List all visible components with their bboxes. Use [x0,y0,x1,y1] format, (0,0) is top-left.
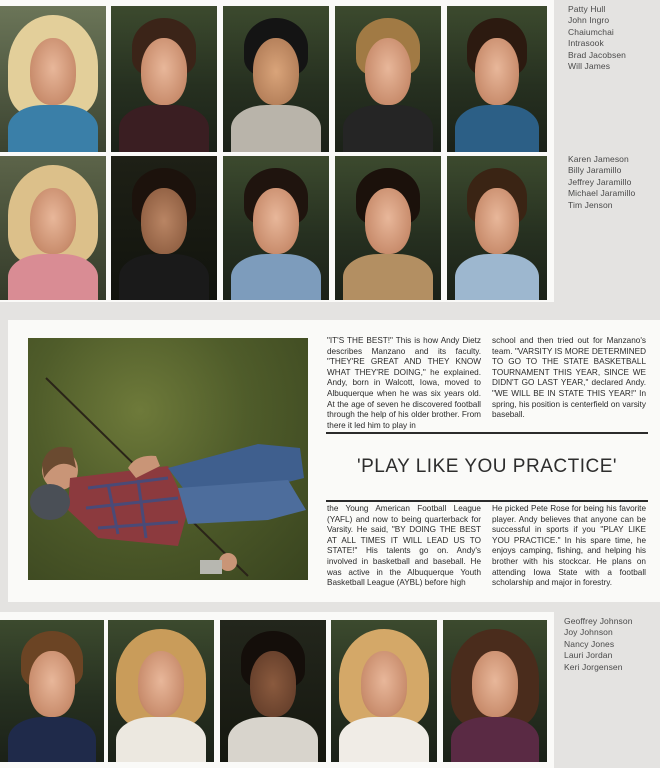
reclining-student-illustration [28,338,308,580]
name-text: Chaiumchai [568,26,614,37]
name-text: Brad Jacobsen [568,49,627,60]
article-column-1-bottom: the Young American Football League (YAFL) and now to being quarterback for Varsity. He said, "BY DOING THE BEST AT ALL TIMES IT WILL LEAD US TO STATE!" His talents go on. Andy's involved in basketball and baseball. He was active in the Albuquerque Youth Basketball League (AYBL) before high [327,504,481,588]
row2-name-list [568,154,635,211]
feature-headline: 'PLAY LIKE YOU PRACTICE' [356,456,617,477]
article-column-1-top: "IT'S THE BEST!" This is how Andy Dietz describes Manzano and its faculty. "THEY'RE GREAT AND THEY KNOW WHAT THEY'RE DOING," he explained. Andy, born in Walcott, Iowa, moved to Albuquerque when he was six years old. At the age of seven he discovered football through the help of his older brother. From there it led him to play in [327,336,481,430]
portrait-geoffrey-johnson [0,620,104,762]
headline-bottom-rule [326,500,648,502]
article-column-2-bottom: He picked Pete Rose for being his favorite player. Andy believes that anyone can be successful in sports if you "PLAY LIKE YOU PRACTICE." In his spare time, he enjoys camping, fishing, and helping his brother with his stockcar. He plans on attending Iowa State with a football scholarship and major in forestry. [492,504,646,588]
name-text: Karen Jameson [568,154,629,164]
name-text: Billy Jaramillo [568,165,622,176]
portrait-brad-jacobsen [335,6,441,152]
feature-photo-andy-dietz [28,338,308,580]
row1-name-list [568,4,626,72]
portrait-lauri-jordan [331,620,437,762]
name-text: Lauri Jordan [564,650,613,661]
headline-top-rule [326,432,648,434]
name-text: Jeffrey Jaramillo [568,176,632,187]
name-text: Michael Jaramillo [568,188,636,199]
portrait-michael-jaramillo [335,156,441,300]
portrait-keri-jorgensen [443,620,547,762]
portrait-john-ingro [111,6,217,152]
name-text: Nancy Jones [564,638,615,649]
portrait-tim-jenson [447,156,547,300]
portrait-chaiumchai-intrasook [223,6,329,152]
name-text: Geoffrey Johnson [564,616,633,626]
portrait-billy-jaramillo [111,156,217,300]
portrait-will-james [447,6,547,152]
portrait-joy-johnson [108,620,214,762]
name-text: John Ingro [568,15,610,26]
portrait-jeffrey-jaramillo [223,156,329,300]
portrait-karen-jameson [0,156,106,300]
name-text: Intrasook [568,38,604,49]
name-text: Will James [568,61,611,72]
name-text: Patty Hull [568,4,606,14]
name-text: Tim Jenson [568,199,613,210]
article-column-2-top: school and then tried out for Manzano's team. "VARSITY IS MORE DETERMINED TO GO TO THE STATE BASKETBALL TOURNAMENT THIS YEAR, SINCE WE DIDN'T GO LAST YEAR," declared Andy. "WE WILL BE IN STATE THIS YEAR!" In spring, his position is centerfield on varsity baseball. [492,336,646,420]
name-text: Keri Jorgensen [564,661,623,672]
name-text: Joy Johnson [564,627,613,638]
portrait-nancy-jones [220,620,326,762]
portrait-patty-hull [0,6,106,152]
bottom-name-list [564,616,633,673]
